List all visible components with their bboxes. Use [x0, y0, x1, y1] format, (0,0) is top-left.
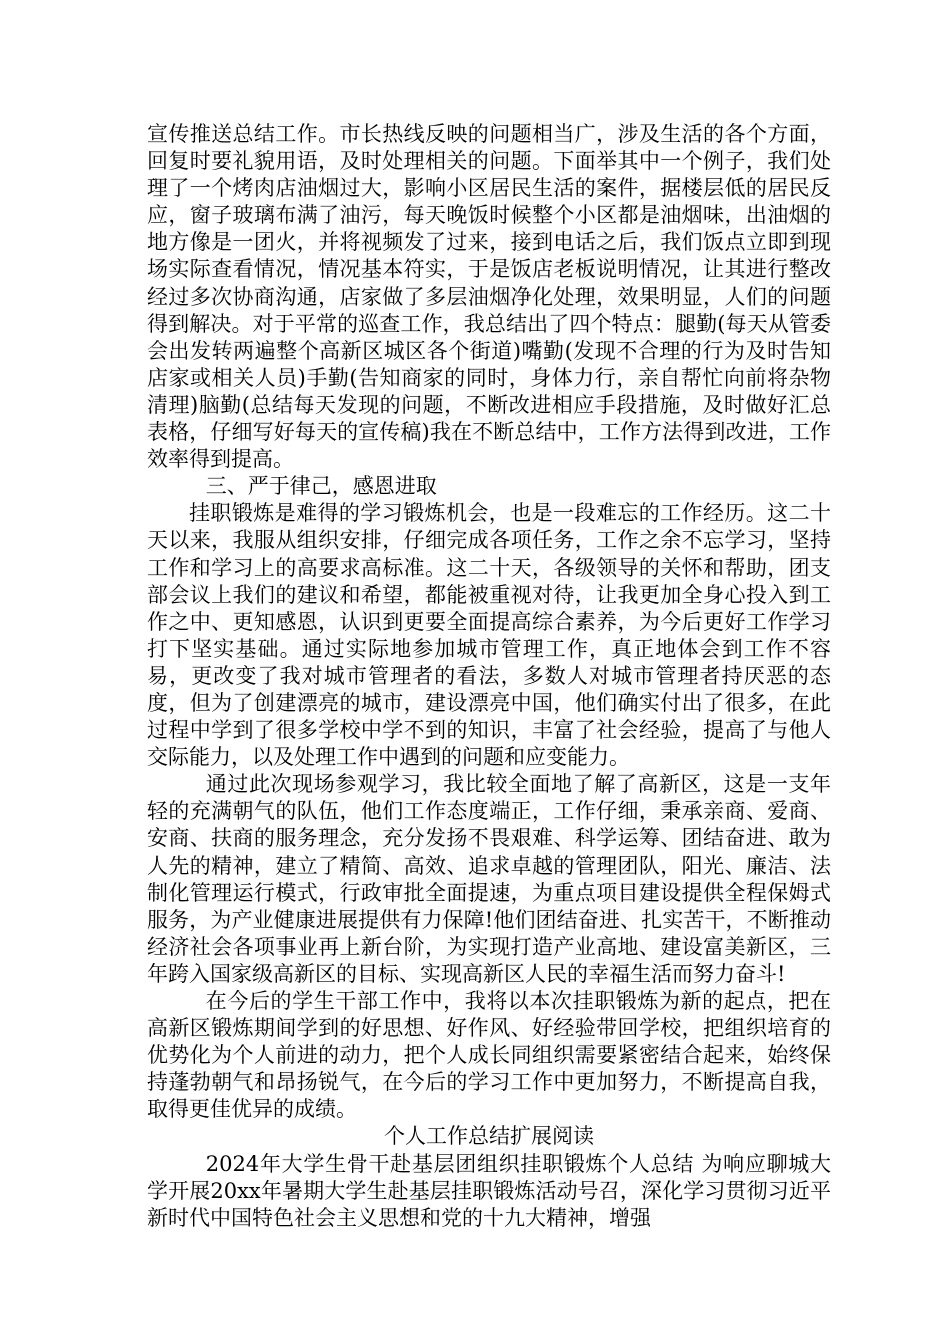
paragraph-patrol-summary: 宣传推送总结工作。市长热线反映的问题相当广，涉及生活的各个方面，回复时要礼貌用语，及时处理相关的问题。下面举其中一个例子，我们处理了一个烤肉店油烟过大，影响小区居民生活的案件，据楼层低的居民反应，窗子玻璃布满了油污，每天晚饭时候整个小区都是油烟味，出油烟的地方像是一团火，并将视频发了过来，接到电话之后，我们饭点立即到现场实际查看情况，情况基本符实，于是饭店老板说明情况，让其进行整改经过多次协商沟通，店家做了多层油烟净化处理，效果明显，人们的问题得到解决。对于平常的巡查工作，我总结出了四个特点：腿勤(每天从管委会出发转两遍整个高新区城区各个街道)嘴勤(发现不合理的行为及时告知店家或相关人员)手勤(告知商家的同时，身体力行，亲自帮忙向前将杂物清理)脑勤(总结每天发现的问题，不断改进相应手段措施，及时做好汇总表格，仔细写好每天的宣传稿)我在不断总结中，工作方法得到改进，工作效率得到提高。: [147, 122, 831, 472]
section-heading-discipline: 三、严于律己，感恩进取: [205, 474, 437, 499]
paragraph-extended-reading: 2024年大学生骨干赴基层团组织挂职锻炼个人总结 为响应聊城大学开展20xx年暑期大学生赴基层挂职锻炼活动号召，深化学习贯彻习近平新时代中国特色社会主义思想和党的十九大精神，增强: [147, 1151, 831, 1230]
paragraph-training-experience: 挂职锻炼是难得的学习锻炼机会，也是一段难忘的工作经历。这二十天以来，我服从组织安排，仔细完成各项任务，工作之余不忘学习，坚持工作和学习上的高要求高标准。这二十天，各级领导的关怀和帮助，团支部会议上我们的建议和希望，都能被重视对待，让我更加全身心投入到工作之中、更知感恩，认识到更要全面提高综合素养，为今后更好工作学习打下坚实基础。通过实际地参加城市管理工作，真正地体会到工作不容易，更改变了我对城市管理者的看法，多数人对城市管理者持厌恶的态度，但为了创建漂亮的城市，建设漂亮中国，他们确实付出了很多，在此过程中学到了很多学校中学不到的知识，丰富了社会经验，提高了与他人交际能力，以及处理工作中遇到的问题和应变能力。: [147, 501, 831, 770]
extended-reading-title: 个人工作总结扩展阅读: [384, 1124, 594, 1149]
paragraph-future-plans: 在今后的学生干部工作中，我将以本次挂职锻炼为新的起点，把在高新区锻炼期间学到的好思想、好作风、好经验带回学校，把组织培育的优势化为个人前进的动力，把个人成长同组织需要紧密结合起来，始终保持蓬勃朝气和昂扬锐气，在今后的学习工作中更加努力，不断提高自我，取得更佳优异的成绩。: [147, 989, 831, 1122]
paragraph-site-visit: 通过此次现场参观学习，我比较全面地了解了高新区，这是一支年轻的充满朝气的队伍，他们工作态度端正，工作仔细，秉承亲商、爱商、安商、扶商的服务理念，充分发扬不畏艰难、科学运筹、团结奋进、敢为人先的精神，建立了精简、高效、追求卓越的管理团队，阳光、廉洁、法制化管理运行模式，行政审批全面提速，为重点项目建设提供全程保姆式服务，为产业健康进展提供有力保障!他们团结奋进、扎实苦干，不断推动经济社会各项事业再上新台阶，为实现打造产业高地、建设富美新区，三年跨入国家级高新区的目标、实现高新区人民的幸福生活而努力奋斗!: [147, 772, 831, 986]
document-body: [147, 121, 831, 1232]
